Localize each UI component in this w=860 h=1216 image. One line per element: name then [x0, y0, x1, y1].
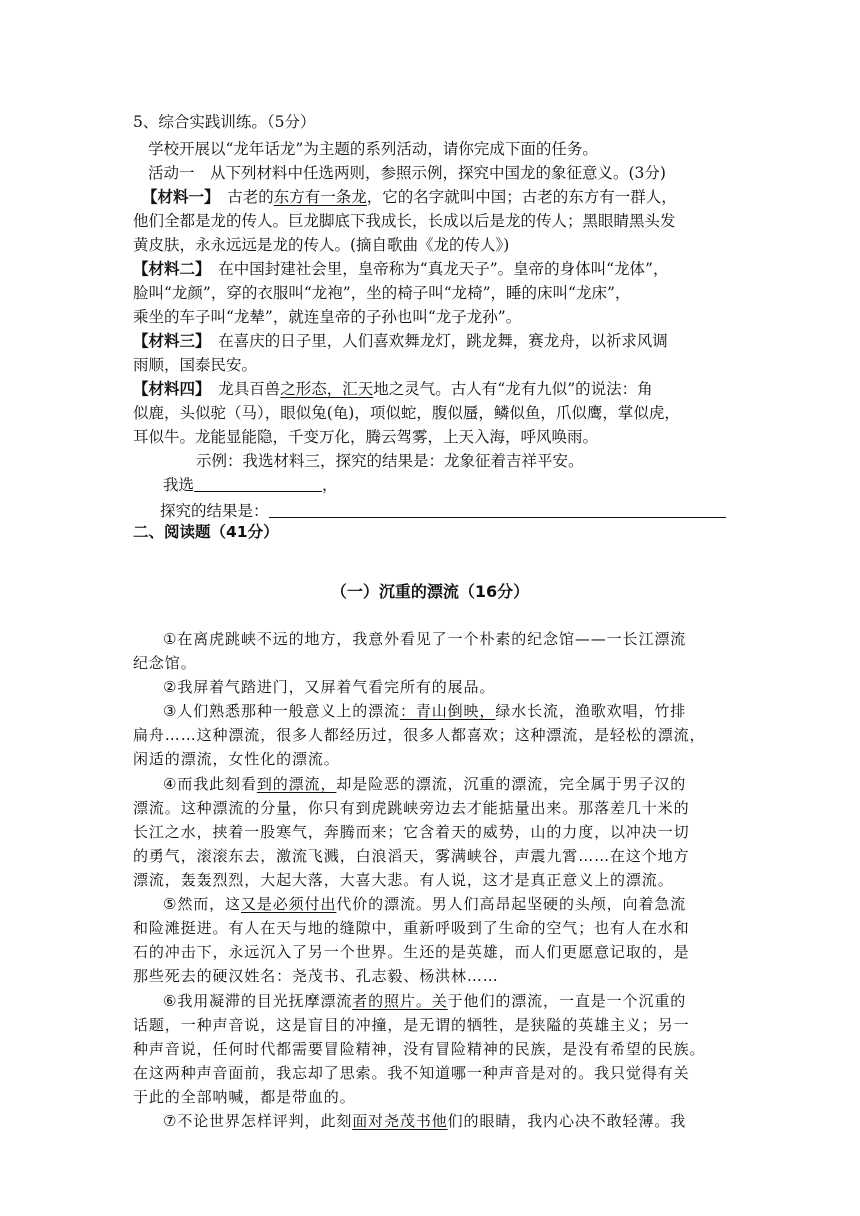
material-4-text: 耳似牛。龙能显能隐，千变万化，腾云驾雾，上天入海，呼风唤雨。 [133, 428, 599, 446]
section-2-heading-text: 二、阅读题（41分） [133, 523, 279, 541]
paragraph-text: ⑤然而，这 [163, 895, 241, 913]
choose-comma: ， [322, 476, 338, 494]
paragraph-4-line-1 [163, 773, 686, 795]
example-line [196, 450, 584, 472]
paragraph-5-line-4 [133, 965, 499, 987]
paragraph-5-line-1 [163, 893, 686, 915]
material-2-line-2 [133, 282, 630, 304]
paragraph-text: 漂流。这种漂流的分量，你只有到虎跳峡旁边去才能掂量出来。那落差几十米的 [133, 799, 690, 817]
paragraph-6-line-3 [133, 1038, 705, 1060]
paragraph-text: 于此的全部呐喊，都是带血的。 [133, 1088, 356, 1106]
paragraph-text: ⑥我用凝滞的目光抚摩漂流 [163, 992, 353, 1010]
paragraph-underlined-text: 面对尧茂书他 [352, 1112, 448, 1130]
paragraph-text: 们的眼睛，我内心决不敢轻薄。我 [447, 1112, 687, 1130]
material-3-line-2 [133, 354, 257, 376]
material-2-line-1 [133, 258, 668, 280]
paragraph-4-line-2 [133, 797, 690, 819]
material-4-text: 地之灵气。古人有“龙有九似”的说法：角 [373, 380, 653, 398]
material-2-line-3 [133, 306, 521, 328]
paragraph-4-line-5 [133, 869, 674, 891]
paragraph-underlined-text: 到的漂流， [256, 775, 337, 793]
material-2-label: 【材料二】 [133, 259, 203, 278]
material-1-line-2 [133, 210, 676, 232]
paragraph-underlined-text: 者的照片。关 [352, 992, 448, 1010]
material-2-text: 乘坐的车子叫“龙辇”，就连皇帝的子孙也叫“龙子龙孙”。 [133, 308, 522, 326]
paragraph-text: 和险滩挺进。有人在天与地的缝隙中，重新呼吸到了生命的空气；也有人在水和 [133, 919, 690, 937]
paragraph-text: 扁舟……这种漂流，很多人都经历过，很多人都喜欢；这种漂流，是轻松的漂流， [133, 726, 706, 744]
question-5-intro-text: 学校开展以“龙年话龙”为主题的系列活动，请你完成下面的任务。 [148, 140, 598, 158]
paragraph-6-line-5 [133, 1086, 356, 1108]
example-text: 示例：我选材料三，探究的结果是：龙象征着吉祥平安。 [196, 452, 584, 470]
paragraph-4-line-3 [133, 821, 690, 843]
material-1-text: ，它的名字就叫中国；古老的东方有一群人， [366, 188, 677, 206]
paragraph-5-line-3 [133, 941, 690, 963]
paragraph-text: ④而我此刻看 [163, 775, 257, 793]
material-4-line-3 [133, 426, 598, 448]
paragraph-text: 石的冲击下，永远沉入了另一个世界。生还的是英雄，而人们更愿意记取的，是 [133, 943, 690, 961]
paragraph-2-line-1 [163, 676, 495, 698]
material-3-text: 在喜庆的日子里，人们喜欢舞龙灯，跳龙舞，赛龙舟，以祈求风调 [202, 332, 668, 350]
paragraph-text: 话题，一种声音说，这是盲目的冲撞，是无谓的牺牲，是狭隘的英雄主义；另一 [133, 1016, 690, 1034]
paragraph-text: 的勇气，滚滚东去，激流飞溅，白浪滔天，雾满峡谷，声震九霄……在这个地方 [133, 847, 690, 865]
paragraph-underlined-text: ：青山倒映， [399, 702, 496, 720]
question-5-heading-text: 5、综合实践训练。（5分） [133, 113, 316, 131]
choose-label: 我选 [163, 476, 195, 494]
paragraph-underlined-text: 又是必须付出 [240, 895, 337, 913]
paragraph-1-line-2 [133, 652, 197, 674]
material-1-text: 他们全都是龙的传人。巨龙脚底下我成长，长成以后是龙的传人；黑眼睛黑头发 [133, 212, 676, 230]
section-2-heading [133, 521, 279, 543]
paragraph-4-line-4 [133, 845, 690, 867]
material-2-text: 在中国封建社会里，皇帝称为“真龙天子”。皇帝的身体叫“龙体”， [202, 260, 669, 278]
paragraph-text: 闲适的漂流，女性化的漂流。 [133, 750, 340, 768]
paragraph-3-line-1 [163, 700, 686, 722]
paragraph-text: 绿水长流，渔歌欢唱，竹排 [495, 702, 687, 720]
reading-title-text: （一）沉重的漂流（16分） [330, 582, 530, 601]
paragraph-3-line-3 [133, 748, 340, 770]
paragraph-text: 长江之水，挟着一股寒气，奔腾而来；它含着天的威势，山的力度，以冲决一切 [133, 823, 690, 841]
choose-line [163, 474, 338, 496]
choose-answer-blank[interactable] [194, 475, 322, 492]
result-line [160, 500, 726, 522]
reading-title [0, 581, 860, 603]
activity-1-text: 活动一 从下列材料中任选两则，参照示例，探究中国龙的象征意义。(3分) [148, 164, 666, 182]
material-1-line-3 [133, 234, 509, 256]
material-1-text: 古老的 [211, 188, 274, 206]
paragraph-7-line-1 [163, 1110, 686, 1132]
paragraph-6-line-1 [163, 990, 686, 1012]
paragraph-6-line-2 [133, 1014, 690, 1036]
paragraph-text: ⑦不论世界怎样评判，此刻 [163, 1112, 353, 1130]
material-1-label: 【材料一】 [142, 187, 212, 206]
result-label: 探究的结果是： [160, 502, 269, 520]
material-4-underlined-text: 之形态，汇天 [280, 380, 374, 398]
paragraph-text: 种声音说，任何时代都需要冒险精神，没有冒险精神的民族，是没有希望的民族。 [133, 1040, 706, 1058]
paragraph-1-line-1 [163, 628, 686, 650]
paragraph-text: 那些死去的硬汉姓名：尧茂书、孔志毅、杨洪林…… [133, 967, 499, 985]
material-3-text: 雨顺，国泰民安。 [133, 356, 258, 374]
material-4-text: 龙具百兽 [202, 380, 281, 398]
paragraph-3-line-2 [133, 724, 705, 746]
material-4-line-2 [133, 402, 680, 424]
paragraph-5-line-2 [133, 917, 690, 939]
paragraph-text: 代价的漂流。男人们高昂起坚硬的头颅，向着急流 [336, 895, 687, 913]
activity-1-instruction [148, 162, 666, 184]
paragraph-text: 却是险恶的漂流，沉重的漂流，完全属于男子汉的 [336, 775, 687, 793]
material-1-underlined-text: 东方有一条龙 [273, 188, 367, 206]
question-5-heading [133, 111, 315, 133]
paragraph-text: ①在离虎跳峡不远的地方，我意外看见了一个朴素的纪念馆——一长江漂流 [163, 630, 687, 648]
paragraph-text: ③人们熟悉那种一般意义上的漂流 [163, 702, 400, 720]
paragraph-6-line-4 [133, 1062, 690, 1084]
paragraph-text: 在这两种声音面前，我忘却了思索。我不知道哪一种声音是对的。我只觉得有关 [133, 1064, 690, 1082]
paragraph-text: 于他们的漂流，一直是一个沉重的 [447, 992, 687, 1010]
material-2-text: 脸叫“龙颜”，穿的衣服叫“龙袍”，坐的椅子叫“龙椅”，睡的床叫“龙床”， [133, 284, 631, 302]
material-3-label: 【材料三】 [133, 331, 203, 350]
material-4-line-1 [133, 378, 653, 400]
material-1-line-1 [142, 186, 677, 208]
paragraph-text: ②我屏着气踏进门，又屏着气看完所有的展品。 [163, 678, 496, 696]
material-3-line-1 [133, 330, 668, 352]
paragraph-text: 纪念馆。 [133, 654, 197, 672]
material-4-label: 【材料四】 [133, 379, 203, 398]
material-1-text: 黄皮肤，永永远远是龙的传人。(摘自歌曲《龙的传人》) [133, 236, 510, 254]
paragraph-text: 漂流，轰轰烈烈，大起大落，大喜大悲。有人说，这才是真正意义上的漂流。 [133, 871, 674, 889]
result-answer-blank[interactable] [269, 501, 726, 518]
question-5-intro [148, 138, 598, 160]
material-4-text: 似鹿，头似驼（马），眼似兔(龟)，项似蛇，腹似蜃，鳞似鱼，爪似鹰，掌似虎， [133, 404, 680, 422]
